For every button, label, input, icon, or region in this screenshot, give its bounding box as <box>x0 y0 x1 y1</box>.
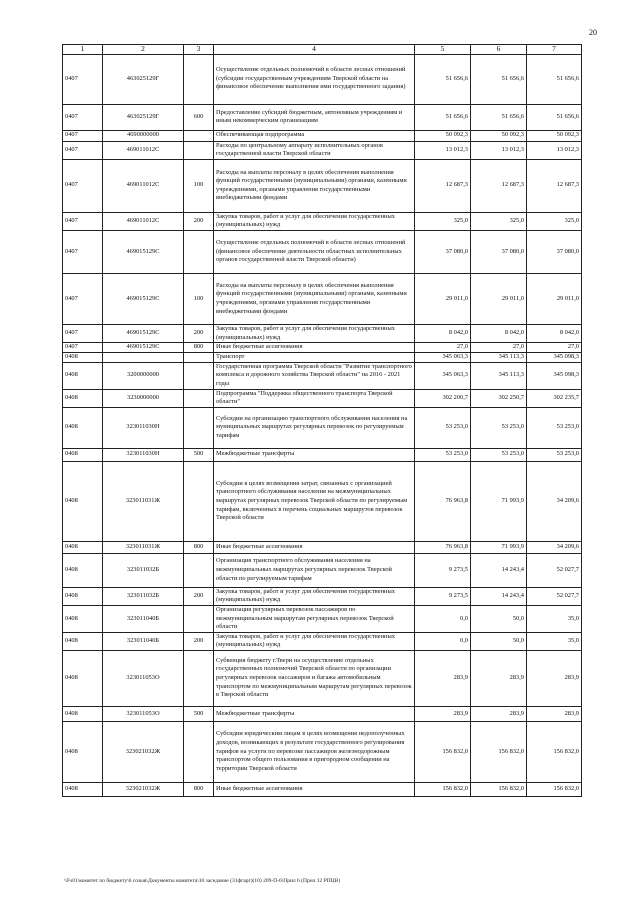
amount-year-2: 156 832,0 <box>471 721 527 782</box>
amount-year-1: 0,0 <box>415 605 471 632</box>
section-code: 0408 <box>63 553 103 587</box>
expense-type <box>184 141 214 159</box>
expense-type <box>184 461 214 541</box>
item-name: Предоставление субсидий бюджетным, автономным учреждениям и иным некоммерческим организациям <box>214 104 415 130</box>
amount-year-3: 53 253,0 <box>527 448 582 461</box>
amount-year-3: 156 832,0 <box>527 782 582 796</box>
target-code: 323011031Ж <box>103 541 184 553</box>
item-name: Осуществление отдельных полномочий в области лесных отношений (субсидии государственным учреждениям Тверской области на финансовое обеспечение выполнения ими государственного задания) <box>214 54 415 104</box>
amount-year-3: 283,9 <box>527 706 582 721</box>
amount-year-3: 12 687,3 <box>527 159 582 212</box>
amount-year-3: 8 042,0 <box>527 324 582 342</box>
expense-type <box>184 650 214 706</box>
amount-year-1: 13 012,3 <box>415 141 471 159</box>
expense-type: 500 <box>184 448 214 461</box>
section-code: 0408 <box>63 362 103 389</box>
amount-year-2: 27,0 <box>471 343 527 353</box>
table-row <box>63 324 582 342</box>
amount-year-3: 156 832,0 <box>527 721 582 782</box>
amount-year-1: 27,0 <box>415 343 471 353</box>
table-row <box>63 632 582 650</box>
footer-file-path: \\Fs01\комитет по бюджету\6 созыв\Документы комитета\10 заседание (31фгарг)(10) 209-П-6\Прил 6 (Прил 12 РПЦВ) <box>64 878 341 884</box>
expense-type <box>184 230 214 273</box>
amount-year-2: 71 993,9 <box>471 541 527 553</box>
section-code: 0408 <box>63 541 103 553</box>
section-code: 0408 <box>63 389 103 407</box>
amount-year-1: 0,0 <box>415 632 471 650</box>
header-col-2: 2 <box>103 45 184 55</box>
expense-type: 200 <box>184 324 214 342</box>
page-number: 20 <box>589 28 597 37</box>
table-row <box>63 461 582 541</box>
amount-year-1: 283,9 <box>415 706 471 721</box>
section-code: 0407 <box>63 141 103 159</box>
section-code: 0408 <box>63 352 103 362</box>
section-code: 0408 <box>63 448 103 461</box>
amount-year-2: 71 993,9 <box>471 461 527 541</box>
item-name: Субсидии в целях возмещения затрат, связанных с организацией транспортного обслуживания населения на межмуниципальных маршрутах регулярных перевозок Тверской области по регулируемым тарифам, включенных в перечень социальных маршрутов перевозок Тверской области <box>214 461 415 541</box>
amount-year-1: 76 963,8 <box>415 461 471 541</box>
amount-year-1: 283,9 <box>415 650 471 706</box>
target-code <box>103 352 184 362</box>
table-row <box>63 159 582 212</box>
target-code: 323011032Б <box>103 553 184 587</box>
item-name: Субсидии юридическим лицам в целях возмещения недополученных доходов, возникающих в результате государственного регулирования тарифов на услуги по перевозке пассажиров железнодорожным транспортом общего пользования в пригородном сообщении на территории Тверской области <box>214 721 415 782</box>
amount-year-1: 12 687,3 <box>415 159 471 212</box>
amount-year-2: 283,9 <box>471 650 527 706</box>
amount-year-2: 12 687,3 <box>471 159 527 212</box>
amount-year-2: 283,9 <box>471 706 527 721</box>
amount-year-3: 35,0 <box>527 605 582 632</box>
amount-year-2: 50,0 <box>471 605 527 632</box>
target-code: 463025129Г <box>103 104 184 130</box>
amount-year-3: 302 235,7 <box>527 389 582 407</box>
section-code: 0407 <box>63 273 103 324</box>
amount-year-2: 325,0 <box>471 212 527 230</box>
section-code: 0408 <box>63 587 103 605</box>
amount-year-1: 76 963,8 <box>415 541 471 553</box>
amount-year-3: 51 656,6 <box>527 104 582 130</box>
item-name: Иные бюджетные ассигнования <box>214 541 415 553</box>
expense-type: 800 <box>184 782 214 796</box>
table-row <box>63 782 582 796</box>
amount-year-3: 50 092,3 <box>527 130 582 141</box>
target-code: 323011030Н <box>103 407 184 448</box>
amount-year-3: 53 253,0 <box>527 407 582 448</box>
amount-year-1: 37 080,0 <box>415 230 471 273</box>
table-row <box>63 389 582 407</box>
item-name: Закупка товаров, работ и услуг для обеспечения государственных (муниципальных) нужд <box>214 212 415 230</box>
amount-year-2: 8 042,0 <box>471 324 527 342</box>
amount-year-1: 50 092,3 <box>415 130 471 141</box>
amount-year-1: 325,0 <box>415 212 471 230</box>
expense-type <box>184 721 214 782</box>
section-code: 0408 <box>63 721 103 782</box>
amount-year-2: 53 253,0 <box>471 448 527 461</box>
section-code: 0407 <box>63 230 103 273</box>
table-row <box>63 273 582 324</box>
item-name: Подпрограмма "Поддержка общественного транспорта Тверской области" <box>214 389 415 407</box>
target-code: 323011040Б <box>103 605 184 632</box>
amount-year-3: 52 027,7 <box>527 587 582 605</box>
table-row <box>63 362 582 389</box>
table-row <box>63 230 582 273</box>
amount-year-3: 37 080,0 <box>527 230 582 273</box>
section-code: 0407 <box>63 54 103 104</box>
item-name: Закупка товаров, работ и услуг для обеспечения государственных (муниципальных) нужд <box>214 632 415 650</box>
item-name: Расходы на выплаты персоналу в целях обеспечения выполнения функций государственными (муниципальными) органами, казенными учреждениями, органами управления государственными внебюджетными фондами <box>214 273 415 324</box>
amount-year-3: 13 012,3 <box>527 141 582 159</box>
amount-year-3: 345 098,3 <box>527 362 582 389</box>
target-code: 323021032Ж <box>103 721 184 782</box>
expense-type: 500 <box>184 706 214 721</box>
amount-year-2: 53 253,0 <box>471 407 527 448</box>
amount-year-3: 27,0 <box>527 343 582 353</box>
target-code: 469015129С <box>103 343 184 353</box>
table-row <box>63 587 582 605</box>
section-code: 0407 <box>63 212 103 230</box>
expense-type <box>184 362 214 389</box>
item-name: Организация транспортного обслуживания населения на межмуниципальных маршрутах регулярных перевозок Тверской области по регулируемым тарифам <box>214 553 415 587</box>
amount-year-1: 345 063,3 <box>415 362 471 389</box>
target-code: 469011012С <box>103 159 184 212</box>
amount-year-1: 156 832,0 <box>415 782 471 796</box>
amount-year-3: 345 098,3 <box>527 352 582 362</box>
target-code: 3200000000 <box>103 362 184 389</box>
expense-type <box>184 605 214 632</box>
section-code: 0408 <box>63 632 103 650</box>
item-name: Закупка товаров, работ и услуг для обеспечения государственных (муниципальных) нужд <box>214 324 415 342</box>
amount-year-2: 51 656,6 <box>471 54 527 104</box>
amount-year-2: 14 243,4 <box>471 587 527 605</box>
expense-type: 100 <box>184 159 214 212</box>
header-col-1: 1 <box>63 45 103 55</box>
section-code: 0408 <box>63 782 103 796</box>
expense-type: 200 <box>184 632 214 650</box>
amount-year-2: 14 243,4 <box>471 553 527 587</box>
budget-table <box>62 44 582 797</box>
section-code: 0407 <box>63 343 103 353</box>
amount-year-1: 29 011,0 <box>415 273 471 324</box>
target-code: 323021032Ж <box>103 782 184 796</box>
target-code: 323011031Ж <box>103 461 184 541</box>
item-name: Субвенция бюджету г.Твери на осуществление отдельных государственных полномочий Тверской области по организации регулярных перевозок пассажиров и багажа автомобильным транспортом по межмуниципальным маршрутам регулярных перевозок в Тверской области <box>214 650 415 706</box>
item-name: Государственная программа Тверской области "Развитие транспортного комплекса и дорожного хозяйства Тверской области" на 2016 - 2021 годы <box>214 362 415 389</box>
amount-year-1: 9 273,5 <box>415 553 471 587</box>
table-row <box>63 605 582 632</box>
table-row <box>63 212 582 230</box>
target-code: 323011040Б <box>103 632 184 650</box>
table-row <box>63 721 582 782</box>
table-row <box>63 553 582 587</box>
amount-year-2: 345 113,3 <box>471 362 527 389</box>
amount-year-3: 51 656,6 <box>527 54 582 104</box>
section-code: 0407 <box>63 130 103 141</box>
section-code: 0408 <box>63 706 103 721</box>
target-code: 323011030Н <box>103 448 184 461</box>
target-code: 469011012С <box>103 212 184 230</box>
table-row <box>63 343 582 353</box>
target-code: 323011053О <box>103 650 184 706</box>
item-name: Межбюджетные трансферты <box>214 448 415 461</box>
header-col-7: 7 <box>527 45 582 55</box>
amount-year-3: 29 011,0 <box>527 273 582 324</box>
amount-year-1: 9 273,5 <box>415 587 471 605</box>
expense-type <box>184 407 214 448</box>
amount-year-2: 345 113,3 <box>471 352 527 362</box>
section-code: 0407 <box>63 324 103 342</box>
item-name: Иные бюджетные ассигнования <box>214 343 415 353</box>
target-code: 469015129С <box>103 324 184 342</box>
expense-type: 800 <box>184 541 214 553</box>
amount-year-1: 51 656,6 <box>415 54 471 104</box>
amount-year-2: 50,0 <box>471 632 527 650</box>
target-code: 4690000000 <box>103 130 184 141</box>
expense-type <box>184 352 214 362</box>
expense-type: 100 <box>184 273 214 324</box>
expense-type: 200 <box>184 587 214 605</box>
amount-year-1: 51 656,6 <box>415 104 471 130</box>
expense-type <box>184 130 214 141</box>
header-col-6: 6 <box>471 45 527 55</box>
amount-year-3: 35,0 <box>527 632 582 650</box>
expense-type: 800 <box>184 343 214 353</box>
table-row <box>63 541 582 553</box>
item-name: Обеспечивающая подпрограмма <box>214 130 415 141</box>
section-code: 0407 <box>63 159 103 212</box>
item-name: Иные бюджетные ассигнования <box>214 782 415 796</box>
section-code: 0408 <box>63 605 103 632</box>
amount-year-3: 34 209,6 <box>527 541 582 553</box>
amount-year-1: 53 253,0 <box>415 407 471 448</box>
item-name: Транспорт <box>214 352 415 362</box>
amount-year-2: 37 080,0 <box>471 230 527 273</box>
target-code: 469011012С <box>103 141 184 159</box>
section-code: 0408 <box>63 650 103 706</box>
target-code: 469015129С <box>103 230 184 273</box>
table-row <box>63 352 582 362</box>
target-code: 469015129С <box>103 273 184 324</box>
amount-year-3: 325,0 <box>527 212 582 230</box>
item-name: Закупка товаров, работ и услуг для обеспечения государственных (муниципальных) нужд <box>214 587 415 605</box>
expense-type: 200 <box>184 212 214 230</box>
table-row <box>63 104 582 130</box>
amount-year-1: 156 832,0 <box>415 721 471 782</box>
amount-year-2: 50 092,3 <box>471 130 527 141</box>
table-row <box>63 54 582 104</box>
item-name: Организация регулярных перевозок пассажиров по межмуниципальным маршрутам регулярных перевозок Тверской области <box>214 605 415 632</box>
amount-year-3: 52 027,7 <box>527 553 582 587</box>
table-row <box>63 706 582 721</box>
target-code: 323011053О <box>103 706 184 721</box>
amount-year-2: 51 656,6 <box>471 104 527 130</box>
table-row <box>63 130 582 141</box>
item-name: Межбюджетные трансферты <box>214 706 415 721</box>
header-col-3: 3 <box>184 45 214 55</box>
item-name: Расходы на выплаты персоналу в целях обеспечения выполнения функций государственными (муниципальными) органами, казенными учреждениями, органами управления государственными внебюджетными фондами <box>214 159 415 212</box>
table-row <box>63 141 582 159</box>
section-code: 0408 <box>63 407 103 448</box>
amount-year-1: 8 042,0 <box>415 324 471 342</box>
expense-type <box>184 389 214 407</box>
target-code: 3230000000 <box>103 389 184 407</box>
expense-type: 600 <box>184 104 214 130</box>
amount-year-1: 345 063,3 <box>415 352 471 362</box>
item-name: Осуществление отдельных полномочий в области лесных отношений (финансовое обеспечение деятельности областных исполнительных органов государственной власти Тверской области) <box>214 230 415 273</box>
amount-year-2: 13 012,3 <box>471 141 527 159</box>
table-row <box>63 650 582 706</box>
table-row <box>63 407 582 448</box>
amount-year-2: 302 250,7 <box>471 389 527 407</box>
expense-type <box>184 553 214 587</box>
amount-year-2: 156 832,0 <box>471 782 527 796</box>
header-col-5: 5 <box>415 45 471 55</box>
amount-year-1: 302 200,7 <box>415 389 471 407</box>
item-name: Субсидии на организацию транспортного обслуживания населения на муниципальных маршрутах регулярных перевозок по регулируемым тарифам <box>214 407 415 448</box>
section-code: 0407 <box>63 104 103 130</box>
table-row <box>63 448 582 461</box>
target-code: 463025129Г <box>103 54 184 104</box>
table-header <box>63 45 582 55</box>
item-name: Расходы по центральному аппарату исполнительных органов государственной власти Тверской области <box>214 141 415 159</box>
amount-year-3: 34 209,6 <box>527 461 582 541</box>
target-code: 323011032Б <box>103 587 184 605</box>
amount-year-1: 53 253,0 <box>415 448 471 461</box>
amount-year-2: 29 011,0 <box>471 273 527 324</box>
expense-type <box>184 54 214 104</box>
section-code: 0408 <box>63 461 103 541</box>
amount-year-3: 283,9 <box>527 650 582 706</box>
header-col-4: 4 <box>214 45 415 55</box>
table-body <box>63 54 582 796</box>
